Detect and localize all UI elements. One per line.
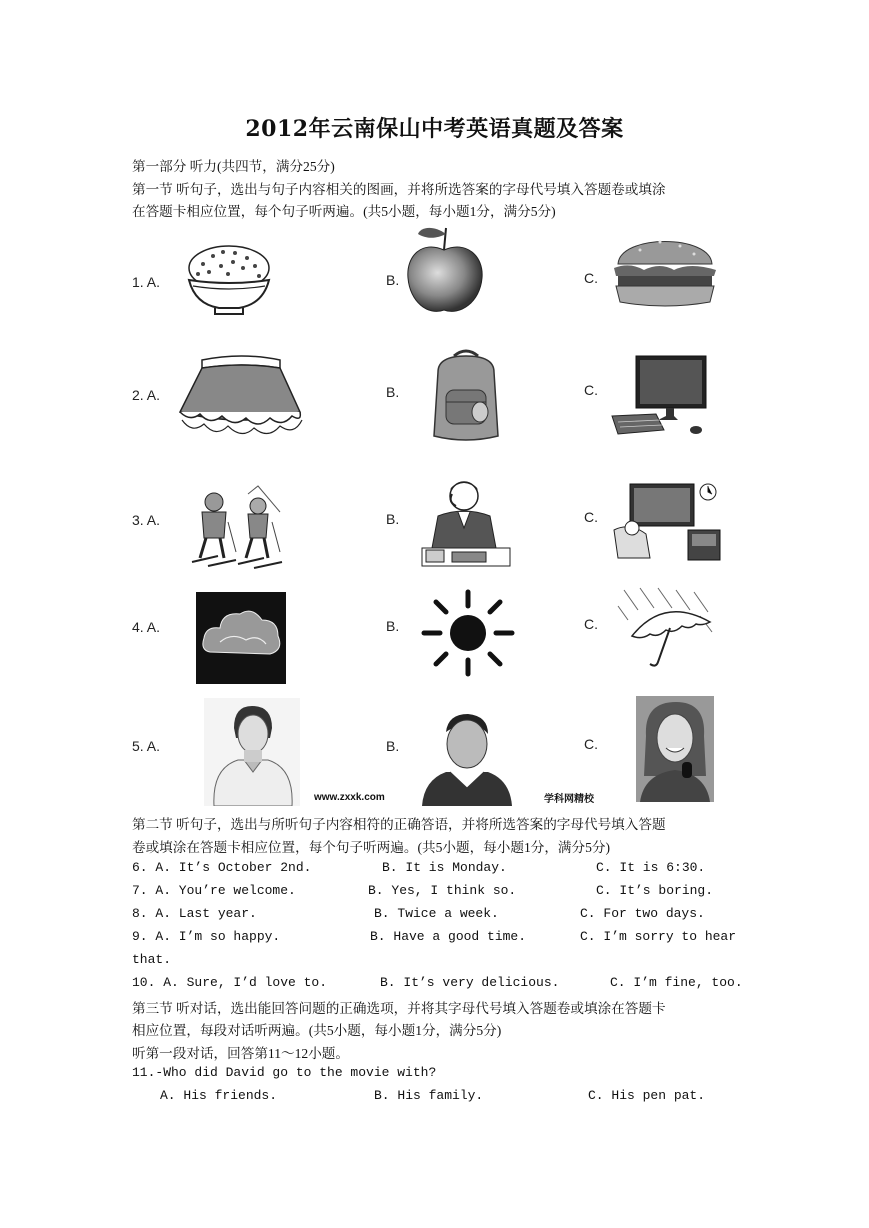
q10-option-a: 10. A. Sure, I’d love to. bbox=[132, 975, 328, 990]
section3-instruction-line3: 听第一段对话，回答第11～12小题。 bbox=[132, 1046, 349, 1061]
apple-icon bbox=[402, 222, 486, 318]
q1-b-label: B. bbox=[386, 272, 400, 288]
watermark-left: www.zxxk.com bbox=[314, 792, 385, 803]
q11-option-a: A. His friends. bbox=[160, 1088, 278, 1103]
q9-option-a: 9. A. I’m so happy. bbox=[132, 929, 281, 944]
boy-photo-icon bbox=[416, 710, 516, 806]
q8-option-a: 8. A. Last year. bbox=[132, 906, 257, 921]
sunny-icon bbox=[418, 588, 518, 678]
section2-instruction-line2: 卷或填涂在答题卡相应位置，每个句子听两遍。(共5小题，每小题1分，满分5分) bbox=[132, 840, 611, 855]
q8-option-b: B. Twice a week. bbox=[374, 906, 499, 921]
q6-option-b: B. It is Monday. bbox=[382, 860, 507, 875]
q1-c-label: C. bbox=[584, 270, 598, 286]
q5-a-label: 5. A. bbox=[132, 738, 161, 754]
skiing-icon bbox=[188, 482, 292, 574]
q7-option-b: B. Yes, I think so. bbox=[368, 883, 517, 898]
watermark-right: 学科网精校 bbox=[544, 794, 594, 805]
q3-c-label: C. bbox=[584, 509, 598, 525]
cloudy-icon bbox=[196, 592, 286, 684]
q5-b-label: B. bbox=[386, 738, 400, 754]
q11-option-c: C. His pen pat. bbox=[588, 1088, 706, 1103]
skirt-icon bbox=[172, 350, 308, 442]
q4-b-label: B. bbox=[386, 618, 400, 634]
section3-instruction-line2: 相应位置，每段对话听两遍。(共5小题，每小题1分，满分5分) bbox=[132, 1023, 502, 1038]
rainy-icon bbox=[614, 586, 718, 672]
q8-option-c: C. For two days. bbox=[580, 906, 705, 921]
q5-c-label: C. bbox=[584, 736, 598, 752]
q11-option-b: B. His family. bbox=[374, 1088, 484, 1103]
singer-photo-icon bbox=[636, 696, 714, 802]
q9-continuation: that. bbox=[132, 952, 172, 967]
q9-option-b: B. Have a good time. bbox=[370, 929, 527, 944]
page-title: 2012年云南保山中考英语真题及答案 bbox=[245, 116, 624, 142]
q9-option-c: C. I’m sorry to hear bbox=[580, 929, 737, 944]
q1-a-label: 1. A. bbox=[132, 274, 161, 290]
section3-instruction-line1: 第三节 听对话，选出能回答问题的正确选项，并将其字母代号填入答题卷或填涂在答题卡 bbox=[132, 1001, 666, 1016]
computer-icon bbox=[608, 352, 712, 440]
section1-instruction-line1: 第一节 听句子，选出与句子内容相关的图画，并将所选答案的字母代号填入答题卷或填涂 bbox=[132, 182, 666, 197]
q2-c-label: C. bbox=[584, 382, 598, 398]
q10-option-b: B. It’s very delicious. bbox=[380, 975, 560, 990]
q4-a-label: 4. A. bbox=[132, 619, 161, 635]
q4-c-label: C. bbox=[584, 616, 598, 632]
watching-tv-icon bbox=[610, 478, 728, 566]
q3-a-label: 3. A. bbox=[132, 512, 161, 528]
phone-call-icon bbox=[418, 476, 514, 570]
q2-a-label: 2. A. bbox=[132, 387, 161, 403]
backpack-icon bbox=[424, 346, 508, 446]
q2-b-label: B. bbox=[386, 384, 400, 400]
q7-option-c: C. It’s boring. bbox=[596, 883, 714, 898]
q6-option-a: 6. A. It’s October 2nd. bbox=[132, 860, 312, 875]
q3-b-label: B. bbox=[386, 511, 400, 527]
q6-option-c: C. It is 6:30. bbox=[596, 860, 706, 875]
woman-photo-icon bbox=[204, 698, 300, 806]
part1-header: 第一部分 听力(共四节，满分25分) bbox=[132, 159, 335, 174]
q10-option-c: C. I’m fine, too. bbox=[610, 975, 743, 990]
question-11: 11.-Who did David go to the movie with? bbox=[132, 1065, 437, 1080]
hamburger-icon bbox=[610, 224, 720, 310]
rice-bowl-icon bbox=[183, 238, 275, 316]
section2-instruction-line1: 第二节 听句子，选出与所听句子内容相符的正确答语，并将所选答案的字母代号填入答题 bbox=[132, 817, 666, 832]
section1-instruction-line2: 在答题卡相应位置，每个句子听两遍。(共5小题，每小题1分，满分5分) bbox=[132, 204, 556, 219]
q7-option-a: 7. A. You’re welcome. bbox=[132, 883, 296, 898]
